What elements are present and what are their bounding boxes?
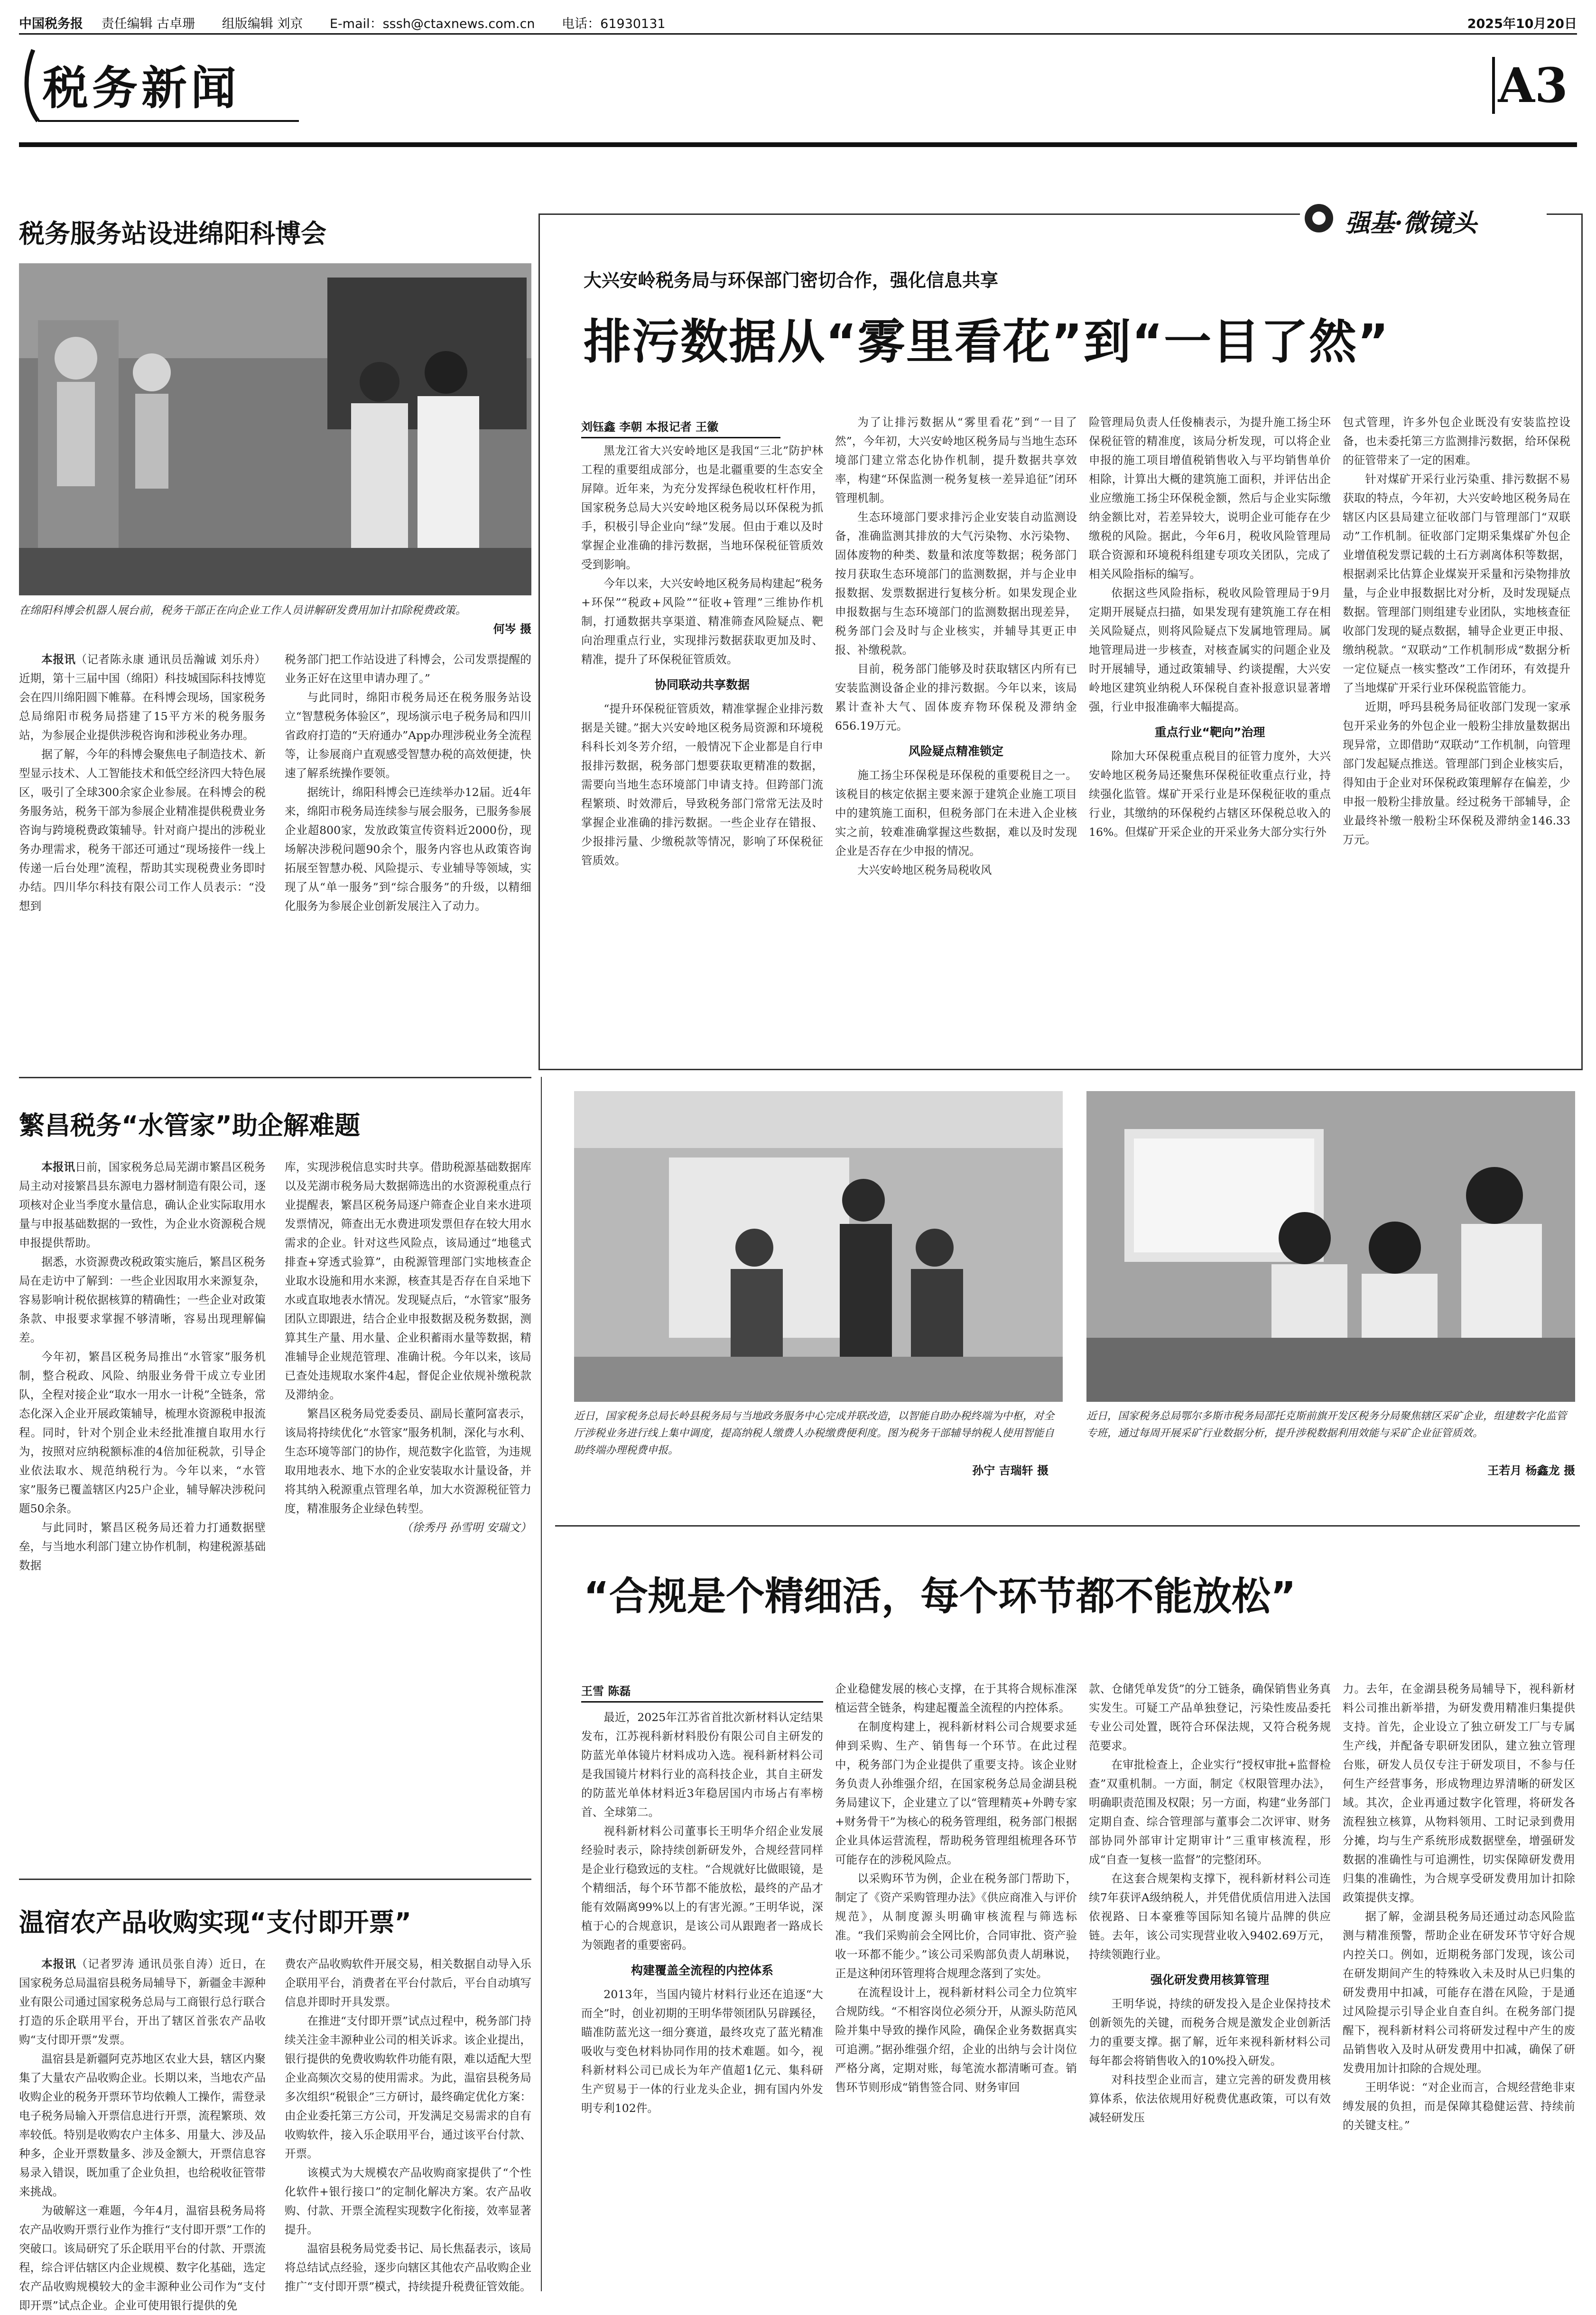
story1-text-3: 税务部门把工作站设进了科博会，公司发票提醒的业务正好在这里申请办理了。” xyxy=(285,653,531,685)
story5-text-1: 最近，2025年江苏省首批次新材料认定结果发布，江苏视科新材料股份有限公司自主研发的防蓝光单体镜片材料成功入选。视科新材料公司是我国镜片材料行业的高科技企业，其自主研发的防蓝光单体材料近3年稳居国内市场占有率榜首、全球第二。 xyxy=(581,1711,823,1819)
story2-text-11: 除加大环保税重点税目的征管力度外，大兴安岭地区税务局还聚焦环保税征收重点行业，持续强化监管。煤矿开采行业是环保税征收的重点行业，其缴纳的环保税约占辖区环保税总收入的16%。但煤矿开采企业的开采业务大部分实行外 xyxy=(1089,750,1331,839)
story3-sign: （徐秀丹 孙雪明 安瑞文） xyxy=(401,1521,531,1534)
issue-date: 2025年10月20日 xyxy=(1467,17,1577,31)
page-header-bar xyxy=(19,10,1577,31)
lens-icon xyxy=(1300,199,1338,237)
story5-text-6: 以采购环节为例，企业在税务部门帮助下，制定了《资产采购管理办法》《供应商准入与评价规范》，从制度源头明确审核流程与筛选标准。“我们采购前会全网比价，合同审批、资产验收一环都不能少。”该公司采购部负责人胡琳说，正是这种闭环管理将合规理念落到了实处。 xyxy=(835,1872,1077,1980)
story2-text-9: 险管理局负责人任俊楠表示，为提升施工扬尘环保税征管的精准度，该局分析发现，可以将企业申报的施工项目增值税销售收入与平均销售单价相除，计算出大概的建筑施工面积，并评估出企业应缴施工扬尘环保税金额，然后与企业实际缴纳金额比对，若差异较大，说明企业可能存在少缴税的风险。据此，今年6月，税收风险管理局联合资源和环境税科组建专项攻关团队，完成了相关风险指标的编写。 xyxy=(1089,416,1331,581)
story5-col1 xyxy=(581,1708,823,2289)
story4-text-4: 费农产品收购软件开展交易，相关数据自动导入乐企联用平台，消费者在平台付款后，平台自动填写信息并即时开具发票。 xyxy=(285,1957,531,2009)
story3-text-5: 库，实现涉税信息实时共享。借助税源基础数据库以及芜湖市税务局大数据筛选出的水资源税重点行业提醒表，繁昌区税务局逐户筛查企业自来水进项发票情况，筛查出无水费进项发票但存在较大用水需求的企业。针对这些风险点，该局通过“地毯式排查+穿透式验算”，由税源管理部门实地核查企业取水设施和用水来源，核查其是否存在自采地下水或直取地表水情况。发现疑点后，“水管家”服务团队立即跟进，结合企业申报数据及税务数据，测算其生产量、用水量、企业积蓄雨水量等数据，精准辅导企业规范管理、准确计税。今年以来，该局已查处违规取水案件4起，督促企业依规补缴税款及滞纳金。 xyxy=(285,1160,531,1401)
story1-photo xyxy=(19,263,531,595)
story2-byline: 刘钰鑫 李朝 本报记者 王徽 xyxy=(581,417,780,438)
section-title: 税务新闻 xyxy=(43,61,240,115)
story3-col1 xyxy=(19,1158,266,1869)
story5-text-8: 款、仓储凭单发货”的分工链条，确保销售业务真实发生。可疑工产品单独登记，污染性废品委托专业公司处置，既符合环保法规，又符合税务规范要求。 xyxy=(1089,1682,1331,1752)
story2-text-10: 依据这些风险指标，税收风险管理局于9月定期开展疑点扫描，如果发现有建筑施工存在相关风险疑点，则将风险疑点下发属地管理局。属地管理局进一步核查，对核查属实的问题企业及时开展辅导，通过政策辅导、约谈提醒，大兴安岭地区建筑业纳税人环保税自查补报意识显著增强，行业申报准确率大幅提高。 xyxy=(1089,586,1331,713)
story5-text-11: 王明华说，持续的研发投入是企业保持技术创新领先的关键，而税务合规是激发企业创新活力的重要支撑。据了解，近年来视科新材料公司每年都会将销售收入的10%投入研发。 xyxy=(1089,1997,1331,2067)
story2-text-8: 大兴安岭地区税务局税收风 xyxy=(857,863,992,877)
phone: 电话：61930131 xyxy=(562,17,666,31)
story3-col2 xyxy=(285,1158,531,1869)
photo-right-caption: 近日，国家税务总局鄂尔多斯市税务局邵托克斯前旗开发区税务分局聚焦辖区采矿企业，组建数字化监管专班，通过每周开展采矿行业数据分析，提升涉税数据利用效能与采矿企业征管质效。 xyxy=(1086,1410,1567,1439)
story3-text-2: 据悉，水资源费改税政策实施后，繁昌区税务局在走访中了解到：一些企业因取用水来源复杂，容易影响计税依据核算的精确性；一些企业对政策条款、申报要求掌握不够清晰，容易出现理解偏差。 xyxy=(19,1255,266,1344)
story1-text-1: （记者陈永康 通讯员岳瀚诚 刘乐舟）近期，第十三届中国（绵阳）科技城国际科技博览会在四川绵阳圆下帷幕。在科博会现场，国家税务总局绵阳市税务局搭建了15平方米的税务服务站，为参展企业提供涉税咨询和涉税业务办理。 xyxy=(19,653,266,742)
office-monitoring-illustration xyxy=(1086,1091,1575,1402)
story2-col1 xyxy=(581,441,823,1058)
header-rule xyxy=(19,33,1577,35)
story2-logo-text: 强基·微镜头 xyxy=(1345,209,1477,238)
story2-text-6: 目前，税务部门能够及时获取辖区内所有已安装监测设备企业的排污数据。今年以来，该局累计查补大气、固体废弃物环保税及滞纳金656.19万元。 xyxy=(835,662,1077,732)
story3-top-rule xyxy=(19,1077,531,1078)
story2-text-2: 今年以来，大兴安岭地区税务局构建起“税务+环保”“税政+风险”“征收+管理”三维协作机制，打通数据共享渠道、精准筛查风险疑点、靶向治理重点行业，实现排污数据获取更加及时、精准，提升了环保税征管质效。 xyxy=(581,577,823,666)
paper-name: 中国税务报 xyxy=(19,17,83,31)
story2-text-14: 近期，呼玛县税务局征收部门发现一家承包开采业务的外包企业一般粉尘排放量数据出现异常，立即借助“双联动”工作机制，向管理部门发起疑点推送。管理部门到企业核实后，得知由于企业对环保税政策理解存在偏差，少申报一般粉尘排放量。经过税务干部辅导，企业最终补缴一般粉尘环保税及滞纳金146.33万元。 xyxy=(1343,700,1570,846)
story2-text-3: “提升环保税征管质效，精准掌握企业排污数据是关键。”据大兴安岭地区税务局资源和环境税科科长刘冬芳介绍，一般情况下企业都是自行申报排污数据，税务部门想要获取更精准的数据，需要向当地生态环境部门申请支持。但跨部门流程繁琐、时效滞后，导致税务部门常常无法及时掌握企业准确的排污数据。一些企业存在错报、少报排污量、少缴税款等情况，影响了环保税征管质效。 xyxy=(581,702,823,867)
story3-text-3: 今年初，繁昌区税务局推出“水管家”服务机制，整合税政、风险、纳服业务骨干成立专业团队，全程对接企业“取水一用水一计税”全链条，常态化深入企业开展政策辅导，梳理水资源税申报流程。同时，针对个别企业未经批准擅自取用水行为，按照对应纳税额标准的4倍加征税款，引导企业依法取水、规范纳税行为。今年以来，“水管家”服务已覆盖辖区内25户企业，辅导解决涉税问题50余条。 xyxy=(19,1350,266,1515)
layout-editor: 组版编辑 刘京 xyxy=(222,17,303,31)
story2-text-4: 为了让排污数据从“雾里看花”到“一目了然”，今年初，大兴安岭地区税务局与当地生态环境部门建立常态化协作机制，提升数据共享效率，构建“环保监测一税务复核一差异追征”闭环管理机制。 xyxy=(835,416,1077,505)
story5-col3 xyxy=(1089,1679,1331,2289)
story5-text-15: 王明华说：“对企业而言，合规经营绝非束缚发展的负担，而是保障其稳健运营、持续前的关键支柱。” xyxy=(1343,2081,1575,2132)
story2-subhead-2: 风险疑点精准锁定 xyxy=(908,744,1003,758)
story3-lead-label: 本报讯 xyxy=(41,1160,75,1174)
story2-text-7: 施工扬尘环保税是环保税的重要税目之一。该税目的核定依据主要来源于建筑企业施工项目中的建筑施工面积，但税务部门在未进入企业核实之前，较难准确掌握这些数据，难以及时发现企业是否存在少申报的情况。 xyxy=(835,769,1077,858)
story1-photo-credit: 何岑 摄 xyxy=(493,622,531,636)
story4-text-5: 在推进“支付即开票”试点过程中，税务部门持续关注金丰源种业公司的相关诉求。该企业提出，银行提供的免费收购软件功能有限，难以适配大型企业高频次交易的使用需求。为此，温宿县税务局多次组织“税银企”三方研讨，最终确定优化方案：由企业委托第三方公司，开发满足交易需求的自有收购软件，接入乐企联用平台，通过该平台付款、开票。 xyxy=(285,2014,531,2160)
story1-lead-label: 本报讯 xyxy=(41,653,76,666)
story3-headline: 繁昌税务“水管家”助企解难题 xyxy=(19,1111,360,1140)
photo-left-caption: 近日，国家税务总局长岭县税务局与当地政务服务中心完成并联改造，以智能自助办税终端为中枢，对全厅涉税业务进行线上集中调度，提高纳税人缴费人办税缴费便利度。图为税务干部辅导纳税人使用智能自助终端办理税费申报。 xyxy=(574,1410,1055,1456)
story4-text-1: （记者罗涛 通讯员张自涛）近日，在国家税务总局温宿县税务局辅导下，新疆金丰源种业有限公司通过国家税务总局与工商银行总行联合打造的乐企联用平台，开出了辖区首张农产品收购“支付即开票”发票。 xyxy=(19,1957,266,2046)
story2-col3 xyxy=(1089,413,1331,1058)
story5-text-9: 在审批检查上，企业实行“授权审批+监督检查”双重机制。一方面，制定《权限管理办法》，明确职责范围及权限；另一方面，构建“业务部门定期自查、综合管理部与董事会二次评审、财务部协同外部审计定期审计”三重审核流程，形成“自查一复核一监督”的完整闭环。 xyxy=(1089,1758,1331,1866)
story5-headline: “合规是个精细活，每个环节都不能放松” xyxy=(584,1574,1296,1619)
story5-text-4: 企业稳健发展的核心支撑，在于其将合规标准深植运营全链条，构建起覆盖全流程的内控体系。 xyxy=(835,1682,1077,1714)
story5-col4 xyxy=(1343,1679,1575,2289)
photo-right xyxy=(1086,1091,1575,1402)
story2-logo xyxy=(1300,199,1547,237)
photo-left-credit: 孙宁 吉瑞轩 摄 xyxy=(972,1464,1049,1477)
story5-col2 xyxy=(835,1679,1077,2289)
masthead-rule xyxy=(19,142,1577,147)
story2-col2 xyxy=(835,413,1077,1058)
story5-subhead-1: 构建覆盖全流程的内控体系 xyxy=(631,1963,773,1977)
story5-top-rule xyxy=(555,1525,1580,1527)
story2-subhead-1: 协同联动共享数据 xyxy=(654,678,750,692)
story1-headline: 税务服务站设进绵阳科博会 xyxy=(19,219,326,249)
story4-headline: 温宿农产品收购实现“支付即开票” xyxy=(19,1908,411,1937)
story5-text-2: 视科新材料公司董事长王明华介绍企业发展经验时表示，除持续创新研发外，合规经营同样是企业行稳致远的支柱。“合规就好比做眼镜，是个精细活，每个环节都不能放松，最终的产品才能有效隔离99%以上的有害光源。”王明华说，深植于心的合规意识，是该公司从跟跑者一路成长为领跑者的重要密码。 xyxy=(581,1824,823,1952)
left-column-divider xyxy=(541,1077,542,2291)
story2-subhead-3: 重点行业“靶向”治理 xyxy=(1154,725,1265,739)
story4-top-rule xyxy=(19,1879,531,1880)
story5-byline: 王雪 陈磊 xyxy=(581,1682,823,1703)
story4-text-7: 温宿县税务局党委书记、局长焦磊表示，该局将总结试点经验，逐步向辖区其他农产品收购企业推广“支付即开票”模式，持续提升税费征管效能。 xyxy=(285,2242,531,2293)
story4-col2 xyxy=(285,1954,531,2291)
story3-text-4: 与此同时，繁昌区税务局还着力打通数据壁垒，与当地水利部门建立协作机制，构建税源基础数据 xyxy=(19,1521,266,1572)
editor: 责任编辑 古卓珊 xyxy=(101,17,195,31)
story4-lead-label: 本报讯 xyxy=(41,1957,76,1971)
story5-text-10: 在这套合规架构支撑下，视科新材料公司连续7年获评A级纳税人，并凭借优质信用进入法国依视路、日本豪雅等国际知名镜片品牌的供应链。去年，该公司实现营业收入9402.69万元，持续领跑行业。 xyxy=(1089,1872,1331,1961)
service-hall-illustration xyxy=(574,1091,1063,1402)
story1-text-2: 据了解，今年的科博会聚焦电子制造技术、新型显示技术、人工智能技术和低空经济四大特色展区，吸引了全球300余家企业参展。在科博会的税务服务站，税务干部为参展企业精准提供税费业务咨询与跨境税费政策辅导。针对商户提出的涉税业务办理需求，税务干部还可通过“现场接件一线上传递一后台处理”流程，帮助其实现税费业务即时办结。四川华尔科技有限公司工作人员表示：“没想到 xyxy=(19,748,266,913)
photo-right-credit: 王若月 杨鑫龙 摄 xyxy=(1487,1464,1575,1477)
email: E-mail：sssh@ctaxnews.com.cn xyxy=(329,17,535,31)
story5-text-13: 力。去年，在金湖县税务局辅导下，视科新材料公司推出新举措，为研发费用精准归集提供支持。首先，企业设立了独立研发工厂与专属生产线，并配备专职研发团队，建立独立管理台账，研发人员仅专注于研发项目，不参与任何生产经营事务，形成物理边界清晰的研发区域。其次，企业再通过数字化管理，将研发各流程独立核算，从物料领用、工时记录到费用分摊，均与生产系统形成数据壁垒，增强研发数据的准确性与可追溯性，切实保障研发费用归集的准确性，为合规享受研发费用加计扣除政策提供支撑。 xyxy=(1343,1682,1575,1904)
story2-text-5: 生态环境部门要求排污企业安装自动监测设备，准确监测其排放的大气污染物、水污染物、固体废物的种类、数量和浓度等数据；税务部门按月获取生态环境部门的监测数据，并与企业申报数据、发票数据进行复核分析。如果发现企业申报数据与生态环境部门的监测数据出现差异，税务部门会及时与企业核实，并辅导其更正申报、补缴税款。 xyxy=(835,510,1077,657)
story5-text-14: 据了解，金湖县税务局还通过动态风险监测与精准预警，帮助企业在研发环节守好合规内控关口。例如，近期税务部门发现，该公司在研发期间产生的特殊收入未及时从已归集的研发费用中扣减，可能存在潜在风险，于是通过风险提示引导企业自查自纠。在税务部门提醒下，视科新材料公司将研发过程中产生的废品销售收入及时从研发费用中扣减，确保了研发费用加计扣除的合规处理。 xyxy=(1343,1910,1575,2075)
page-number: A3 xyxy=(1492,57,1571,114)
story2-text-12: 包式管理，许多外包企业既没有安装监控设备，也未委托第三方监测排污数据，给环保税的征管带来了一定的困难。 xyxy=(1343,416,1570,467)
story1-text-4: 与此同时，绵阳市税务局还在税务服务站设立“智慧税务体验区”，现场演示电子税务局和四川省政府打造的“天府通办”App办理涉税业务全流程等，让参展商户直观感受智慧办税的高效便捷，快速了解系统操作要领。 xyxy=(285,691,531,780)
story5-text-7: 在流程设计上，视科新材料公司全力位筑牢合规防线。“不相容岗位必须分开，从源头防范风险并集中导致的操作风险，确保企业务数据真实可追溯。”据孙维强介绍，企业的出纳与会计岗位严格分离，定期对账，每笔流水都清晰可查。销售环节则形成“销售签合同、财务审回 xyxy=(835,1986,1077,2094)
story5-subhead-2: 强化研发费用核算管理 xyxy=(1150,1973,1269,1987)
story5-text-12: 对科技型企业而言，建立完善的研发费用核算体系，依法依规用好税费优惠政策，可以有效减轻研发压 xyxy=(1089,2073,1331,2124)
story2-text-13: 针对煤矿开采行业污染重、排污数据不易获取的特点，今年初，大兴安岭地区税务局在辖区内区县局建立征收部门与管理部门“双联动”工作机制。征收部门定期采集煤矿外包企业增值税发票记载的土石方剥离体积等数据，根据剥采比估算企业煤炭开采量和污染物排放量，与企业申报数据比对分析，及时发现疑点数据。管理部门则组建专业团队，实地核查征收部门发现的疑点数据，辅导企业更正申报、缴纳税款。“双联动”工作机制形成“数据分析一定位疑点一核实整改”工作闭环，有效提升了当地煤矿开采行业环保税监管能力。 xyxy=(1343,472,1570,694)
story1-col1 xyxy=(19,650,266,1010)
story1-col2 xyxy=(285,650,531,1010)
story1-photo-caption: 在绵阳科博会机器人展台前，税务干部正在向企业工作人员讲解研发费用加计扣除税费政策。 xyxy=(19,604,466,617)
story3-text-1: 日前，国家税务总局芜湖市繁昌区税务局主动对接繁昌县东源电力器材制造有限公司，逐项核对企业当季度水量信息，确认企业实际取用水量与申报基础数据的一致性，为企业水资源税合规申报提供帮助。 xyxy=(19,1160,266,1250)
expo-photo-illustration xyxy=(19,263,531,595)
story1-text-5: 据统计，绵阳科博会已连续举办12届。近4年来，绵阳市税务局连续参与展会服务，已服务参展企业超800家，发放政策宣传资料近2000份，现场解决涉税问题90余个，服务内容也从政策咨询拓展至智慧办税、风险提示、专业辅导等领域，实现了从“单一服务”到“综合服务”的升级，以精细化服务为参展企业创新发展注入了动力。 xyxy=(285,786,531,913)
story2-text-1: 黑龙江省大兴安岭地区是我国“三北”防护林工程的重要组成部分，也是北疆重要的生态安全屏障。近年来，为充分发挥绿色税收杠杆作用，国家税务总局大兴安岭地区税务局以环保税为抓手，积极引导企业向“绿”发展。但由于难以及时掌握企业准确的排污数据，当地环保税征管质效受到影响。 xyxy=(581,444,823,571)
story4-text-2: 温宿县是新疆阿克苏地区农业大县，辖区内聚集了大量农产品收购企业。长期以来，当地农产品收购企业的税务开票环节均依赖人工操作，需登录电子税务局输入开票信息进行开票，流程繁琐、效率较低。特别是收购农户主体多、用量大、涉及品种多，企业开票数量多、涉及金额大，开票信息容易录入错误，既加重了企业负担，也给税收征管带来挑战。 xyxy=(19,2052,266,2198)
story4-text-6: 该模式为大规模农产品收购商家提供了“个性化软件+银行接口”的定制化解决方案。农产品收购、付款、开票全流程实现数字化衔接，效率显著提升。 xyxy=(285,2166,531,2236)
story4-text-3: 为破解这一难题，今年4月，温宿县税务局将农产品收购开票行业作为推行“支付即开票”工作的突破口。该局研究了乐企联用平台的付款、开票流程，综合评估辖区内企业规模、数字化基础，选定农产品收购规模较大的金丰源种业公司作为“支付即开票”试点企业。企业可使用银行提供的免 xyxy=(19,2204,266,2312)
photo-left xyxy=(574,1091,1063,1402)
story2-col4 xyxy=(1343,413,1570,1058)
story2-kicker: 大兴安岭税务局与环保部门密切合作，强化信息共享 xyxy=(584,270,999,291)
story2-headline: 排污数据从“雾里看花”到“一目了然” xyxy=(584,314,1390,370)
story5-text-3: 2013年，当国内镜片材料行业还在追逐“大而全”时，创业初期的王明华带领团队另辟蹊径，瞄准防蓝光这一细分赛道，最终攻克了蓝光精准吸收与变色材料协同作用的技术难题。如今，视科新材料公司已成长为年产值超1亿元、集科研生产贸易于一体的行业龙头企业，拥有国内外发明专利102件。 xyxy=(581,1988,823,2115)
story4-col1 xyxy=(19,1954,266,2312)
story3-text-6: 繁昌区税务局党委委员、副局长董阿富表示，该局将持续优化“水管家”服务机制，深化与水利、生态环境等部门的协作，规范数字化监管，为违规取用地表水、地下水的企业安装取水计量设备，并将其纳入税源重点管理名单，加大水资源税征管力度，精准服务企业绿色转型。 xyxy=(285,1407,531,1515)
story5-text-5: 在制度构建上，视科新材料公司合规要求延伸到采购、生产、销售每一个环节。在此过程中，税务部门为企业提供了重要支持。该企业财务负责人孙维强介绍，在国家税务总局金湖县税务局建议下，企业建立了以“管理精英+外聘专家+财务骨干”为核心的税务管理组，税务部门根据企业具体运营流程，帮助税务管理组梳理各环节可能存在的涉税风险点。 xyxy=(835,1720,1077,1866)
